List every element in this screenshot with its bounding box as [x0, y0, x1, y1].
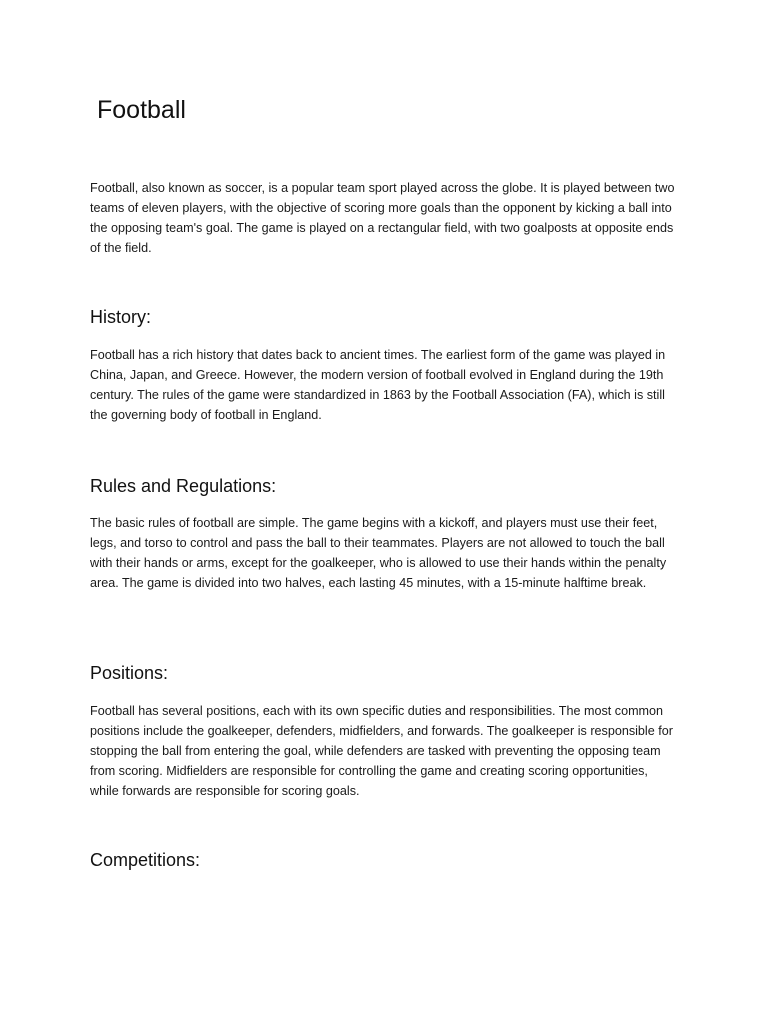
- positions-paragraph: Football has several positions, each with its own specific duties and responsibilities. The most common positions include the goalkeeper, defenders, midfielders, and forwards. The goalkeeper is responsible for stopping the ball from entering the goal, while defenders are tasked with preventing the opposing team from scoring. Midfielders are responsible for controlling the game and creating scoring opportunities, while forwards are responsible for scoring goals.: [90, 704, 673, 798]
- rules-paragraph: The basic rules of football are simple. The game begins with a kickoff, and players must use their feet, legs, and torso to control and pass the ball to their teammates. Players are not allowed to touch the ball with their hands or arms, except for the goalkeeper, who is allowed to use their hands within the penalty area. The game is divided into two halves, each lasting 45 minutes, with a 15-minute halftime break.: [90, 516, 667, 590]
- competitions-heading: Competitions:: [90, 850, 201, 870]
- rules-heading: Rules and Regulations:: [90, 476, 277, 496]
- history-heading: History:: [90, 307, 152, 327]
- intro-paragraph: Football, also known as soccer, is a popular team sport played across the globe. It is played between two teams of eleven players, with the objective of scoring more goals than the opponent by kicking a ball into the opposing team's goal. The game is played on a rectangular field, with two goalposts at opposite ends of the field.: [90, 181, 675, 255]
- history-paragraph: Football has a rich history that dates back to ancient times. The earliest form of the game was played in China, Japan, and Greece. However, the modern version of football evolved in England during the 19th century. The rules of the game were standardized in 1863 by the Football Association (FA), which is still the governing body of football in England.: [90, 348, 666, 422]
- positions-heading: Positions:: [90, 663, 169, 683]
- document-title: Football: [97, 96, 186, 124]
